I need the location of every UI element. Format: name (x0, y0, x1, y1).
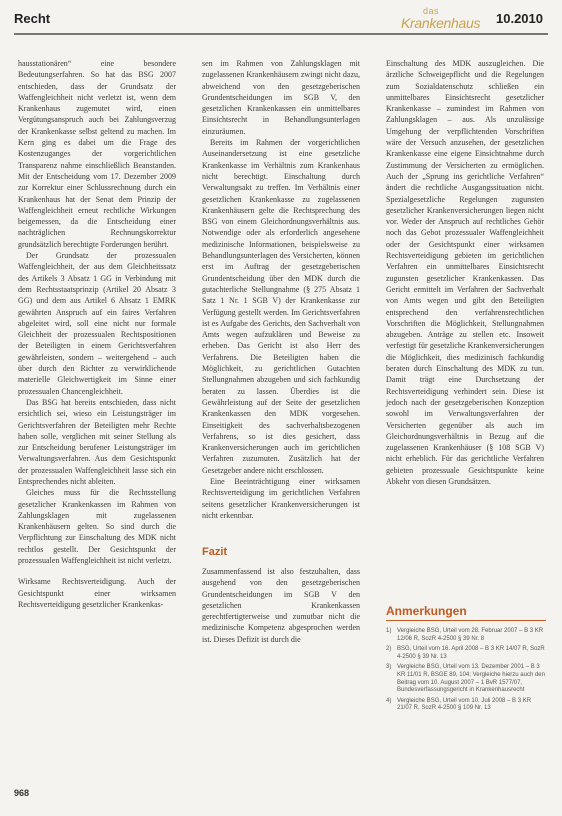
footnote-number: 4) (386, 697, 392, 704)
footnote (386, 698, 546, 713)
paragraph: Das BSG hat bereits entschieden, dass nicht ersichtlich sei, wieso ein Leistungsträger im Gerichtsverfahren der Beteiligten mehr Rechte haben solle, verglichen mit seiner Stellung als zur Entscheidung berufener Leistungsträger im Verwaltungsverfahren. Aus dem Gesichtspunkt der prozessualen Waffengleichheit lasse sich ein Entsprechendes nicht ableiten. (18, 397, 176, 486)
text-column-3 (386, 58, 544, 487)
page-number: 968 (14, 788, 30, 798)
paragraph: Der Grundsatz der prozessualen Waffengleichheit, der aus dem Gleichheitssatz des Artikels 3 Absatz 1 GG in Verbindung mit dem Rechtsstaatsprinzip (Artikel 20 Absatz 3 GG) und dem aus Artikel 6 Absatz 1 EMRK gewährten Anspruch auf ein faires Verfahren abgeleitet wird, soll eine nicht nur formale Gleichheit der prozessualen Rechtspositionen der Beteiligten in einem Gerichtsverfahren gewährleisten, sondern – weitergehend – auch über durch den Richter zu verwirklichende materielle Gleichwertigkeit im Sinne einer prozessualen Chancengleichheit. (18, 251, 176, 396)
issue-number: 10.2010 (496, 11, 543, 26)
text-column-2 (202, 58, 360, 521)
footnote-text: Vergleiche BSG, Urteil vom 13. Dezember 2001 – B 3 KR 11/01 R, BSGE 89, 104; Vergleiche hierzu auch den Beitrag vom 10. August 2007 – 1 BvR 1577/07, Bundesverfassungsgericht in Krankenhausrecht (397, 664, 545, 694)
footnote (386, 646, 546, 661)
paragraph: Wirksame Rechtsverteidigung. Auch der Gesichtspunkt einer wirksamen Rechtsverteidigung gesetzlicher Krankenkas- (18, 577, 176, 609)
paragraph: Eine Beeinträchtigung einer wirksamen Rechtsverteidigung im gerichtlichen Verfahren seitens gesetzlicher Krankenversicherungen ist nicht erkennbar. (202, 476, 360, 520)
logo-das-text: das (423, 6, 440, 16)
header-rule (14, 33, 548, 35)
fazit-text (202, 566, 360, 645)
footnote-number: 3) (386, 664, 392, 671)
page-header (0, 0, 562, 32)
footnote-number: 1) (386, 628, 392, 634)
magazine-logo (401, 6, 493, 30)
footnote-number: 2) (386, 646, 392, 653)
paragraph: Bereits im Rahmen der vorgerichtlichen Auseinandersetzung ist eine gesetzliche Krankenkasse im Verhältnis zum Krankenhaus nicht berechtigt. Einschaltung durch Verwaltungsakt zu treffen. Im Verhältnis einer gesetzlichen Krankenkasse zu zugelassenen Krankenhäusern gelte die Rechtsprechung des BSG von einem Gleichordnungsverhältnis aus. Notwendige oder als erforderlich angesehene medizinische Informationen, beispielsweise zu Behandlungsunterlagen des Versicherten, können erst im Auftrag der gesetzgeberischen Grundentscheidung über den MDK durch die gutachterliche Stellungnahme (§ 275 Absatz 1 Satz 1 Nr. 1 SGB V) der Krankenkasse zur Verfügung gestellt werden. Im Gerichtsverfahren ist es Aufgabe des Gerichts, den Sachverhalt von Amts wegen aufzuklären und Beweise zu erheben. Das Gericht ist also Herr des Verfahrens. Die Beteiligten haben die Möglichkeit, zu gerichtlichen Gutachten Stellungnahmen abzugeben und sich fachkundig beraten zu lassen. Überdies ist die Gewährleistung auf der Seite der gesetzlichen Krankenkassen den MDK vorgesehen. Einseitigkeit des sachverhaltsbezogenen Verfahrens, so ist dies gesichert, dass Krankenversicherungen auch im gerichtlichen Verfahren zuzumuten. Zusätzlich hat der Gesetzgeber andere nicht erschlossen. (202, 138, 360, 475)
paragraph: Gleiches muss für die Rechtsstellung gesetzlicher Krankenkassen im Rahmen von Zahlungsklagen mit zugelassenen Krankenhäusern gelten. So sind durch die Verpflichtung zur Einschaltung des MDK nicht rechtlos gestellt. Der Gesichtspunkt der prozessualen Waffengleichheit ist nicht verletzt. (18, 488, 176, 566)
paragraph: Einschaltung des MDK auszugleichen. Die ärztliche Schweigepflicht und die Regelungen zum Sozialdatenschutz schließen ein unmittelbares Einsichtsrecht gesetzlicher Krankenkasse – zumindest im Rahmen von Zahlungsklagen – aus. Als unzulässige Umgehung der verpflichtenden Vorschriften wäre der Versuch anzusehen, der gesetzlichen Krankenkasse eine eigene Einsichtnahme durch Zustimmung der Versicherten zu ermöglichen. Auch der „Sprung ins gerichtliche Verfahren“ ändert die rechtliche Ausgangssituation nicht. Spezialgesetzliche Regelungen zugunsten gesetzlicher Krankenversicherungen liegen nicht vor. Weder der Anspruch auf rechtliches Gehör noch das Gebot prozessualer Waffengleichheit oder der Gesichtspunkt einer wirksamen Rechtsverteidigung gebieten im gerichtlichen Verfahren ein unmittelbares Einsichtsrecht zugunsten gesetzlicher Krankenkassen. Das Gericht ermittelt im Verfahren der Sachverhalt von Amts wegen und gibt den Beteiligten entsprechend den verfahrensrechtlichen Vorschriften die Möglichkeit, Stellungnahmen abzugeben. Anträge zu stellen etc. Insoweit verfestigt für gesetzliche Krankenversicherungen die Möglichkeit, dies medizinisch fachkundig beraten durch Einschaltung des MDK zu tun. Damit trägt eine Durchsetzung der Rechtsverteidigung verhindert sein. Diese ist jedoch nach der gesetzgeberischen Konzeption sowohl im Verwaltungsverfahren der Versicherten gegenüber als auch im Gleichordnungsverhältnis in Bezug auf die zugelassenen Krankenhäuser (§ 108 SGB V) nicht erheblich. Für das gerichtliche Verfahren gebieten prozessuale Gesichtspunkte keine Abkehr von diesen Grundsätzen. (386, 59, 544, 486)
anmerkungen-heading: Anmerkungen (386, 604, 467, 618)
footnote-text: Vergleiche BSG, Urteil vom 10. Juli 2008 – B 3 KR 21/07 R, SozR 4-2500 § 109 Nr. 13 (397, 697, 532, 712)
paragraph: hausstationären“ eine besondere Bedeutungserfahren. So hat das BSG 2007 entschieden, dass der Grundsatz der Waffengleichheit nicht verletzt ist, wenn dem Krankenhaus zugemutet wird, einen Vergütungsanspruch auch bei Zahlungsverzug der Krankenkasse selbst geltend zu machen. Im Kern ging es dabei um die Frage des Kostenzuganges der vorgerichtlichen Transparenz nahme einschließlich Beanstanden. Mit der Entscheidung vom 17. Dezember 2009 zur Korrektur einer Schlussrechnung durch ein Krankenhaus hat der Senat dem Prinzip der Waffengleichheit erneut rechtliche Wirkungen beigemessen, da die Entscheidung einer nachträglichen Rechnungskorrektur grundsätzlich berechtigte Forderungen berührt. (18, 59, 176, 249)
footnotes (386, 628, 546, 716)
footnote (386, 628, 546, 643)
text-column-1 (18, 58, 176, 610)
section-label: Recht (14, 11, 51, 26)
logo-main-text: Krankenhaus (401, 15, 481, 31)
footnote-text: BSG, Urteil vom 16. April 2008 – B 3 KR 14/07 R, SozR 4-2500 § 39 Nr. 13 (397, 646, 545, 660)
paragraph: Zusammenfassend ist also festzuhalten, dass ausgehend von den gesetzgeberischen Grundentscheidungen im SGB V den gesetzlichen Krankenkassen gerechtfertigterweise und zumutbar nicht die medizinische Kompetenz abgesprochen werden ist. Dieses Defizit ist durch die (202, 567, 360, 644)
footnote (386, 664, 546, 694)
paragraph: sen im Rahmen von Zahlungsklagen mit zugelassenen Krankenhäusern zwingt nicht dazu, abweichend von den gesetzgeberischen Grundentscheidungen im SGB V, den gesetzlichen Krankenkassen ein unmittelbares Einsichtsrecht in Behandlungsunterlagen einzuräumen. (202, 59, 360, 136)
anmerkungen-rule (386, 620, 546, 621)
fazit-heading: Fazit (202, 546, 228, 558)
footnote-text: Vergleiche BSG, Urteil vom 28. Februar 2007 – B 3 KR 12/06 R, SozR 4-2500 § 39 Nr. 8 (397, 628, 544, 642)
